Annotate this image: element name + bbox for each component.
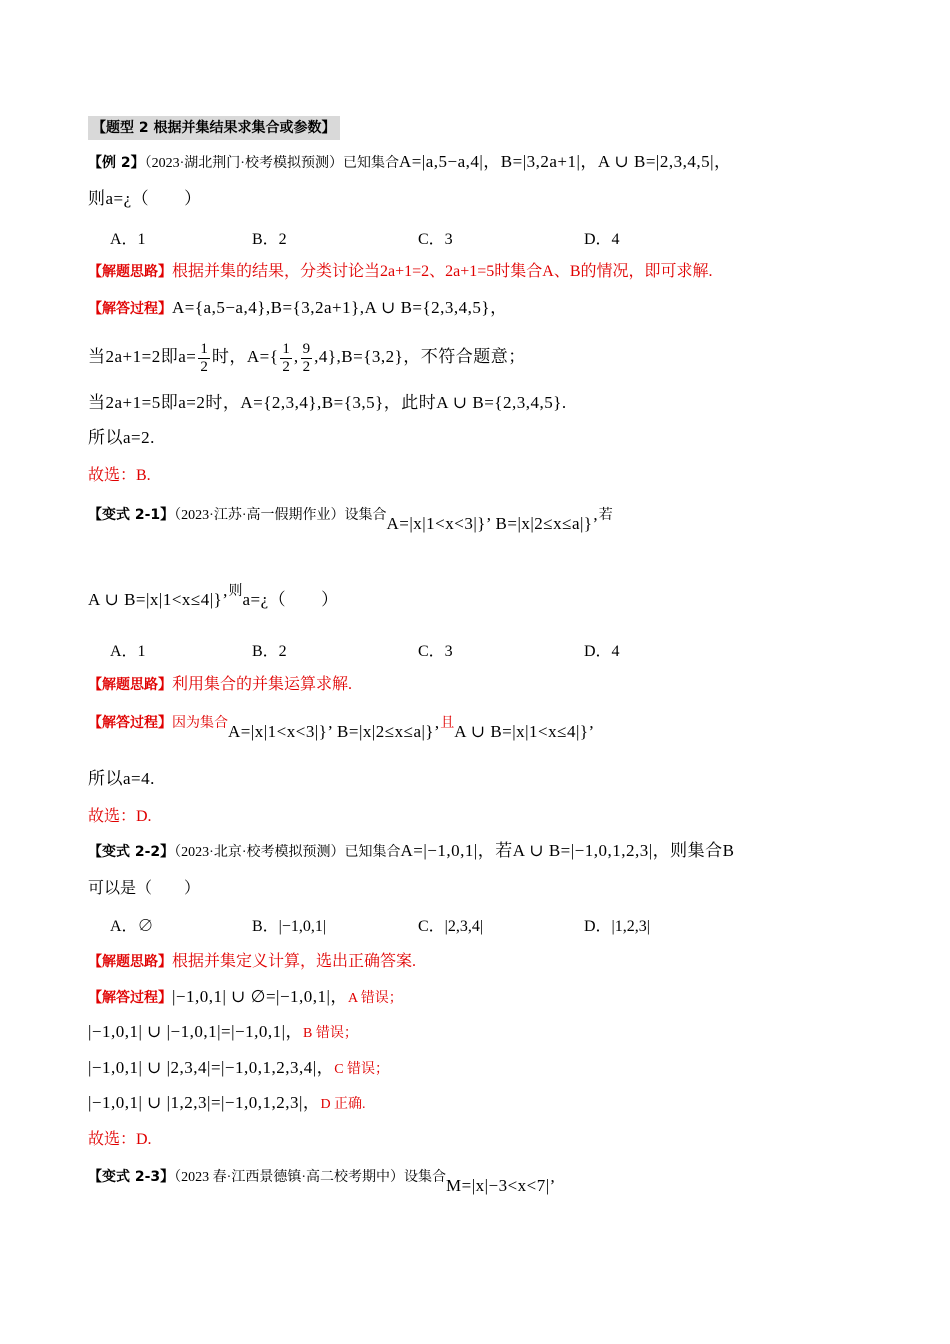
fraction: $\frac{9}{2}$ <box>302 340 311 375</box>
example-2-answer: 故选：B. <box>88 467 151 484</box>
section-title-text: 【题型 2 根据并集结果求集合或参数】 <box>88 116 340 140</box>
variant-2-2-process-2: |−1,0,1| ∪ |−1,0,1|=|−1,0,1|，B 错误； <box>88 1022 358 1041</box>
option-c: C．3 <box>418 643 453 660</box>
fraction: $\frac{1}{2}$ <box>200 340 208 375</box>
variant-2-1-process: 【解答过程】因为集合A=|x|1<x<3|}’ B=|x|2≤x≤a|}’且A ∪ B=|x|1<x≤4|}’ <box>88 715 595 741</box>
variant-2-1-question: 【变式 2-1】（2023·江苏·高一假期作业）设集合A=|x|1<x<3|}’ B=|x|2≤x≤a|}’若 <box>88 507 613 533</box>
example-2-question-line2: 则a=¿（ ） <box>88 189 202 208</box>
variant-2-1-answer: 故选：D. <box>88 808 152 825</box>
option-d: D．|1,2,3| <box>584 918 650 935</box>
option-b: B．2 <box>252 231 287 248</box>
example-2-so: 所以a=2. <box>88 428 155 447</box>
section-title <box>88 116 890 140</box>
variant-2-2-process-3: |−1,0,1| ∪ |2,3,4|=|−1,0,1,2,3,4|，C 错误； <box>88 1058 390 1077</box>
option-a: A．1 <box>110 231 146 248</box>
option-d: D．4 <box>584 231 620 248</box>
option-a: A．∅ <box>110 918 154 935</box>
variant-2-1-idea: 【解题思路】利用集合的并集运算求解. <box>88 676 353 693</box>
variant-2-3-question: 【变式 2-3】（2023 春·江西景德镇·高二校考期中）设集合M=|x|−3<x<7|’ <box>88 1169 556 1195</box>
example-2-case-1: 当2a+1=2即a= $\frac{1}{2}$ 时，A={ $\frac{1}{2}$ , $\frac{9}{2}$ ,4},B={3,2}，不符合题意； <box>88 340 526 375</box>
example-2-process: 【解答过程】A={a,5−a,4},B={3,2a+1},A ∪ B={2,3,4,5}， <box>88 298 508 317</box>
fraction: $\frac{1}{2}$ <box>282 340 290 375</box>
option-a: A．1 <box>110 643 146 660</box>
variant-2-2-question: 【变式 2-2】（2023·北京·校考模拟预测）已知集合A=|−1,0,1|，若A ∪ B=|−1,0,1,2,3|，则集合B <box>88 841 735 860</box>
variant-2-2-question-line2: 可以是（ ） <box>88 880 201 897</box>
variant-2-1-question-line2: A ∪ B=|x|1<x≤4|}’则a=¿（ ） <box>88 584 339 609</box>
example-2-idea: 【解题思路】根据并集的结果，分类讨论当2a+1=2、2a+1=5时集合A、B的情况，即可求解. <box>88 263 713 280</box>
variant-2-2-answer: 故选：D. <box>88 1131 152 1148</box>
example-2-question: 【例 2】（2023·湖北荆门·校考模拟预测）已知集合A=|a,5−a,4|，B=|3,2a+1|，A ∪ B=|2,3,4,5|， <box>88 152 732 171</box>
option-b: B．|−1,0,1| <box>252 918 327 935</box>
option-b: B．2 <box>252 643 287 660</box>
option-c: C．|2,3,4| <box>418 918 484 935</box>
variant-2-2-idea: 【解题思路】根据并集定义计算，选出正确答案. <box>88 953 417 970</box>
variant-2-1-so: 所以a=4. <box>88 769 155 788</box>
example-2-case-2: 当2a+1=5即a=2时，A={2,3,4},B={3,5}，此时A ∪ B={2,3,4,5}. <box>88 393 567 412</box>
variant-2-2-process-4: |−1,0,1| ∪ |1,2,3|=|−1,0,1,2,3|，D 正确. <box>88 1093 366 1112</box>
variant-2-2-process-1: 【解答过程】|−1,0,1| ∪ ∅=|−1,0,1|，A 错误； <box>88 987 403 1006</box>
option-d: D．4 <box>584 643 620 660</box>
option-c: C．3 <box>418 231 453 248</box>
